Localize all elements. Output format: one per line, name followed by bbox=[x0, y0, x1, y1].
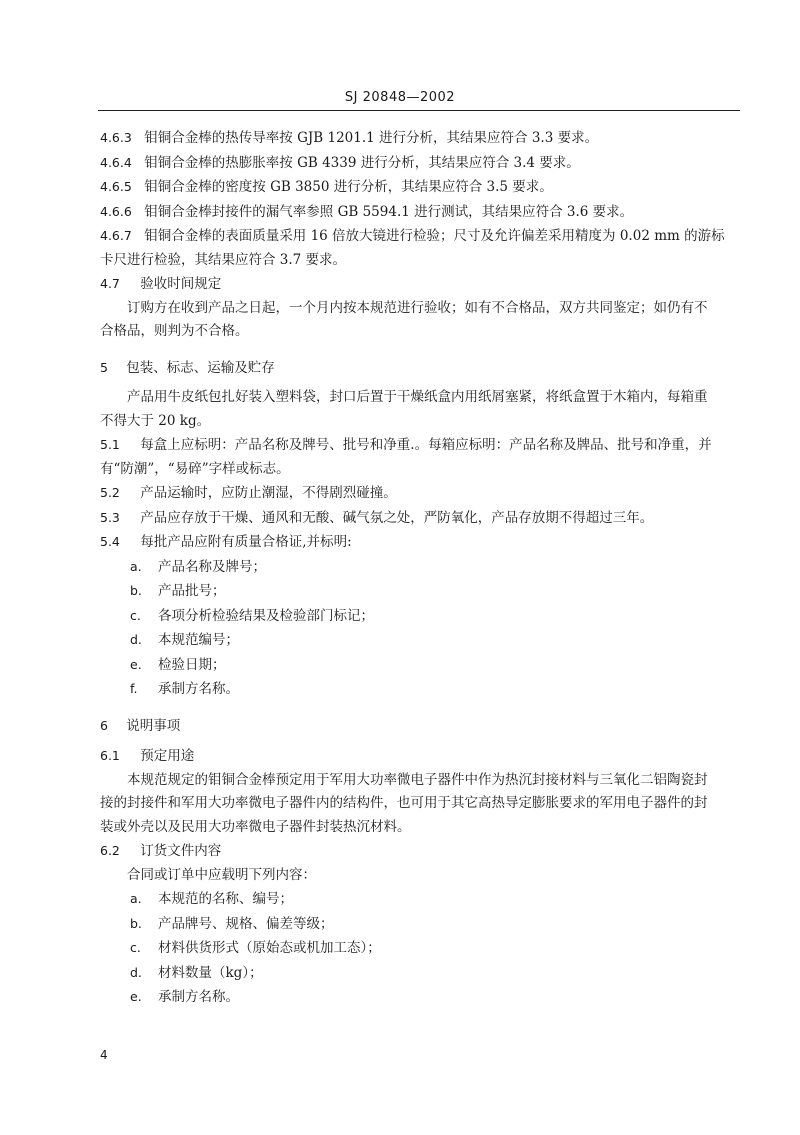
clause-4-6-7-continued: 卡尺进行检验，其结果应符合 3.7 要求。 bbox=[100, 251, 347, 268]
list-marker: e. bbox=[130, 989, 142, 1004]
page-number: 4 bbox=[100, 1048, 108, 1062]
section-6-heading bbox=[100, 714, 742, 739]
list-item bbox=[100, 887, 742, 912]
section-title: 说明事项 bbox=[126, 717, 181, 734]
paragraph-line: 本规范规定的钼铜合金棒预定用于军用大功率微电子器件中作为热沉封接材料与三氧化二铝陶瓷封 bbox=[127, 771, 708, 788]
clause-text: 钼铜合金棒的表面质量采用 16 倍放大镜进行检验；尺寸及允许偏差采用精度为 0.02 mm 的游标 bbox=[144, 228, 725, 244]
clause-5-1 bbox=[100, 433, 742, 458]
list-item bbox=[100, 936, 742, 961]
list-item-text: 本规范的名称、编号； bbox=[158, 891, 293, 907]
section-4-7-heading bbox=[100, 272, 742, 297]
standard-code-header: SJ 20848—2002 bbox=[344, 90, 456, 105]
clause-6-1-heading bbox=[100, 744, 742, 769]
clause-number: 5.1 bbox=[100, 437, 120, 452]
clause-number: 4.6.7 bbox=[100, 228, 132, 243]
paragraph-line: 接的封接件和军用大功率微电子器件内的结构件，也可用于其它高热导定膨胀要求的军用电子器件的封 bbox=[100, 795, 708, 811]
list-item bbox=[100, 961, 742, 986]
clause-4-6-6 bbox=[100, 200, 742, 225]
list-item bbox=[100, 653, 742, 678]
clause-text: 产品运输时，应防止潮湿，不得剧烈碰撞。 bbox=[140, 485, 397, 501]
list-item-text: 材料数量（kg）； bbox=[158, 964, 263, 981]
clause-title: 订货文件内容 bbox=[140, 843, 222, 859]
list-marker: b. bbox=[130, 915, 142, 931]
clause-number: 6.2 bbox=[100, 843, 120, 858]
section-title: 包装、标志、运输及贮存 bbox=[126, 359, 275, 376]
paragraph-line: 订购方在收到产品之日起，一个月内按本规范进行验收；如有不合格品，双方共同鉴定；如仍有不 bbox=[127, 299, 708, 316]
list-item bbox=[100, 604, 742, 629]
list-item-text: 产品名称及牌号； bbox=[158, 558, 266, 575]
clause-4-6-4 bbox=[100, 151, 742, 176]
paragraph-line: 合格品，则判为不合格。 bbox=[100, 323, 249, 339]
clause-text: 每批产品应附有质量合格证,并标明: bbox=[140, 534, 352, 550]
clause-number: 4.6.4 bbox=[100, 154, 132, 170]
clause-text: 钼铜合金棒封接件的漏气率参照 GB 5594.1 进行测试，其结果应符合 3.6 要求。 bbox=[144, 203, 634, 220]
clause-4-6-5 bbox=[100, 175, 742, 200]
clause-4-6-3 bbox=[100, 126, 742, 151]
clause-6-2-heading bbox=[100, 839, 742, 864]
clause-number: 5.3 bbox=[100, 509, 120, 525]
paragraph-line: 产品用牛皮纸包扎好装入塑料袋，封口后置于干燥纸盒内用纸屑塞紧，将纸盒置于木箱内，每箱重 bbox=[127, 389, 708, 405]
paragraph-line: 装或外壳以及民用大功率微电子器件封装热沉材料。 bbox=[100, 818, 411, 835]
paragraph-line: 不得大于 20 kg。 bbox=[100, 412, 211, 429]
list-item-text: 产品批号； bbox=[158, 583, 226, 599]
list-marker: d. bbox=[130, 632, 142, 647]
list-item-text: 检验日期； bbox=[158, 656, 226, 673]
clause-number: 5.4 bbox=[100, 534, 120, 549]
list-item bbox=[100, 677, 742, 702]
list-item bbox=[100, 628, 742, 653]
clause-4-6-7 bbox=[100, 224, 742, 249]
section-5-heading bbox=[100, 356, 742, 381]
list-marker: a. bbox=[130, 891, 142, 906]
list-marker: c. bbox=[130, 940, 141, 955]
list-item-text: 本规范编号； bbox=[158, 632, 239, 648]
clause-5-2 bbox=[100, 481, 742, 506]
list-item-text: 材料供货形式（原始态或机加工态）； bbox=[158, 940, 381, 956]
section-number: 4.7 bbox=[100, 276, 120, 291]
list-item-text: 承制方名称。 bbox=[158, 989, 239, 1005]
clause-5-3 bbox=[100, 506, 742, 531]
clause-title: 预定用途 bbox=[140, 748, 195, 764]
clause-text: 钼铜合金棒的热膨胀率按 GB 4339 进行分析，其结果应符合 3.4 要求。 bbox=[144, 154, 580, 171]
list-marker: a. bbox=[130, 558, 142, 574]
list-marker: c. bbox=[130, 607, 141, 623]
clause-number: 5.2 bbox=[100, 485, 120, 500]
list-marker: e. bbox=[130, 656, 142, 672]
clause-number: 4.6.5 bbox=[100, 179, 132, 194]
header-rule bbox=[98, 110, 740, 111]
clause-number: 4.6.3 bbox=[100, 130, 132, 145]
paragraph-line: 合同或订单中应载明下列内容： bbox=[127, 866, 316, 883]
list-item bbox=[100, 912, 742, 937]
clause-5-4 bbox=[100, 530, 742, 555]
clause-number: 4.6.6 bbox=[100, 203, 132, 219]
list-item bbox=[100, 579, 742, 604]
section-title: 验收时间规定 bbox=[140, 276, 222, 292]
section-number: 5 bbox=[100, 359, 108, 375]
list-marker: d. bbox=[130, 964, 142, 980]
clause-text: 钼铜合金棒的热传导率按 GJB 1201.1 进行分析，其结果应符合 3.3 要求。 bbox=[144, 130, 599, 146]
list-item bbox=[100, 985, 742, 1010]
section-number: 6 bbox=[100, 717, 108, 733]
clause-text: 钼铜合金棒的密度按 GB 3850 进行分析，其结果应符合 3.5 要求。 bbox=[144, 179, 553, 195]
list-item-text: 承制方名称。 bbox=[158, 681, 239, 697]
document-body bbox=[100, 126, 742, 1010]
clause-5-1-continued: 有“防潮”，“易碎”字样或标志。 bbox=[100, 460, 290, 477]
list-item-text: 产品牌号、规格、偏差等级； bbox=[158, 915, 334, 932]
list-item bbox=[100, 555, 742, 580]
list-marker: f. bbox=[130, 681, 138, 696]
list-item-text: 各项分析检验结果及检验部门标记； bbox=[158, 607, 374, 624]
list-marker: b. bbox=[130, 583, 142, 598]
clause-text: 产品应存放于干燥、通风和无酸、碱气氛之处，严防氧化，产品存放期不得超过三年。 bbox=[140, 509, 654, 526]
clause-number: 6.1 bbox=[100, 748, 120, 763]
clause-text: 每盒上应标明：产品名称及牌号、批号和净重.。每箱应标明：产品名称及牌品、批号和净重，并 bbox=[140, 437, 712, 453]
